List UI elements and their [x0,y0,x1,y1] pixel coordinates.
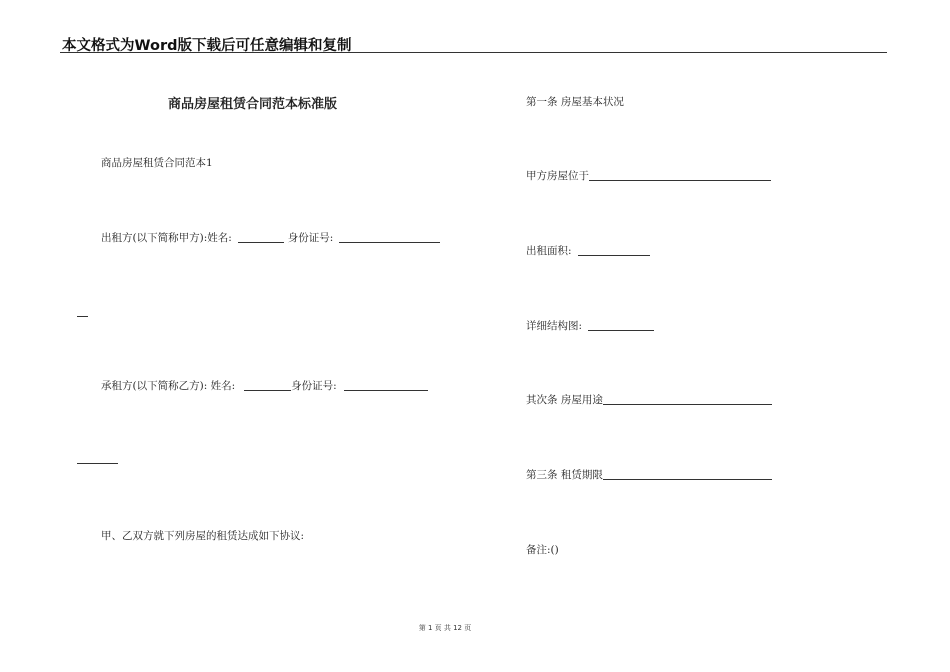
remark-text: 备注:() [526,544,559,556]
area-line [526,243,650,258]
lessor-line [101,230,440,245]
lessee-id-blank[interactable] [344,389,428,391]
agreement-text: 甲、乙双方就下列房屋的租赁达成如下协议: [101,530,305,542]
term-label: 第三条 租赁期限 [526,469,603,481]
header-text: 本文格式为Word版下载后可任意编辑和复制 [62,38,352,54]
wrapped-blank-stub-2 [77,463,118,464]
lessee-id-label: 身份证号: [291,380,337,392]
wrapped-blank-stub [77,316,88,317]
structure-blank[interactable] [588,329,654,331]
lessor-name-blank[interactable] [238,241,284,243]
area-blank[interactable] [578,254,650,256]
area-label: 出租面积: [526,245,572,257]
term-line [526,467,772,482]
remark-line [526,542,559,557]
document-title: 商品房屋租赁合同范本标准版 [168,97,338,112]
article-1-heading [526,94,624,109]
header-divider [60,52,887,53]
structure-line [526,318,654,333]
subtitle-text: 商品房屋租赁合同范本1 [101,157,213,169]
lessor-id-label: 身份证号: [287,232,334,244]
usage-line [526,392,772,407]
location-blank[interactable] [589,179,771,181]
structure-label: 详细结构图: [526,320,583,332]
agreement-line [101,528,304,543]
lessee-name-blank[interactable] [244,389,291,391]
term-blank[interactable] [603,478,772,480]
lessee-label: 承租方(以下简称乙方): 姓名: [101,380,236,392]
usage-label: 其次条 房屋用途 [526,394,603,406]
location-label: 甲方房屋位于 [526,170,589,182]
article-1-text: 第一条 房屋基本状况 [526,96,624,108]
lessor-label: 出租方(以下简称甲方):姓名: [101,232,232,244]
subtitle [101,155,213,170]
lessee-line [101,378,428,393]
lessor-id-blank[interactable] [339,241,440,243]
page-number: 第 1 页 共 12 页 [418,624,472,632]
location-line [526,168,771,183]
usage-blank[interactable] [603,403,772,405]
